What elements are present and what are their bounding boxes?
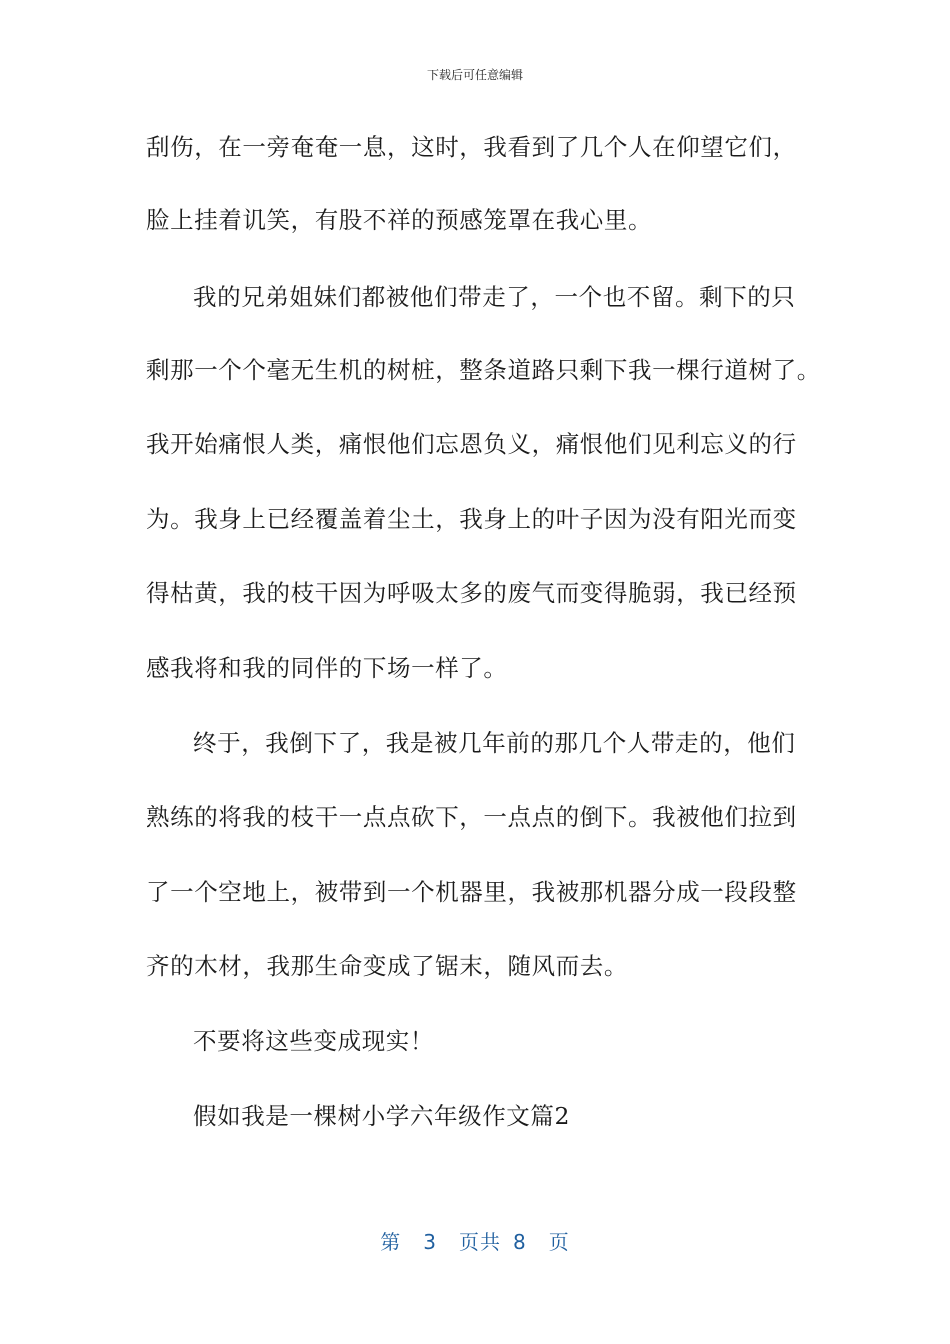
text-line: 为。我身上已经覆盖着尘土，我身上的叶子因为没有阳光而变 — [146, 505, 797, 533]
text-line: 刮伤，在一旁奄奄一息，这时，我看到了几个人在仰望它们， — [146, 133, 797, 161]
text-line: 我开始痛恨人类，痛恨他们忘恩负义，痛恨他们见利忘义的行 — [146, 430, 797, 458]
page-footer — [0, 1226, 950, 1255]
text-line: 终于，我倒下了，我是被几年前的那几个人带走的，他们 — [193, 729, 796, 757]
text-line: 熟练的将我的枝干一点点砍下，一点点的倒下。我被他们拉到 — [146, 803, 797, 831]
section-title: 假如我是一棵树小学六年级作文篇2 — [193, 1102, 571, 1130]
footer-total-label: 页共 — [459, 1230, 501, 1254]
footer-end-label: 页 — [548, 1230, 570, 1254]
page-header: 下载后可任意编辑 — [426, 68, 523, 82]
footer-total-pages: 8 — [513, 1230, 527, 1254]
footer-page-number: 3 — [423, 1230, 437, 1254]
text-line: 得枯黄，我的枝干因为呼吸太多的废气而变得脆弱，我已经预 — [146, 579, 797, 607]
text-line: 齐的木材，我那生命变成了锯末，随风而去。 — [146, 952, 628, 980]
text-line: 剩那一个个毫无生机的树桩，整条道路只剩下我一棵行道树了。 — [146, 356, 821, 384]
text-line: 感我将和我的同伴的下场一样了。 — [146, 654, 508, 682]
text-line: 我的兄弟姐妹们都被他们带走了，一个也不留。剩下的只 — [193, 283, 796, 311]
text-line: 不要将这些变成现实！ — [193, 1027, 434, 1055]
text-line: 脸上挂着讥笑，有股不祥的预感笼罩在我心里。 — [146, 206, 653, 234]
footer-page-label: 第 — [380, 1230, 402, 1254]
text-line: 了一个空地上，被带到一个机器里，我被那机器分成一段段整 — [146, 878, 797, 906]
